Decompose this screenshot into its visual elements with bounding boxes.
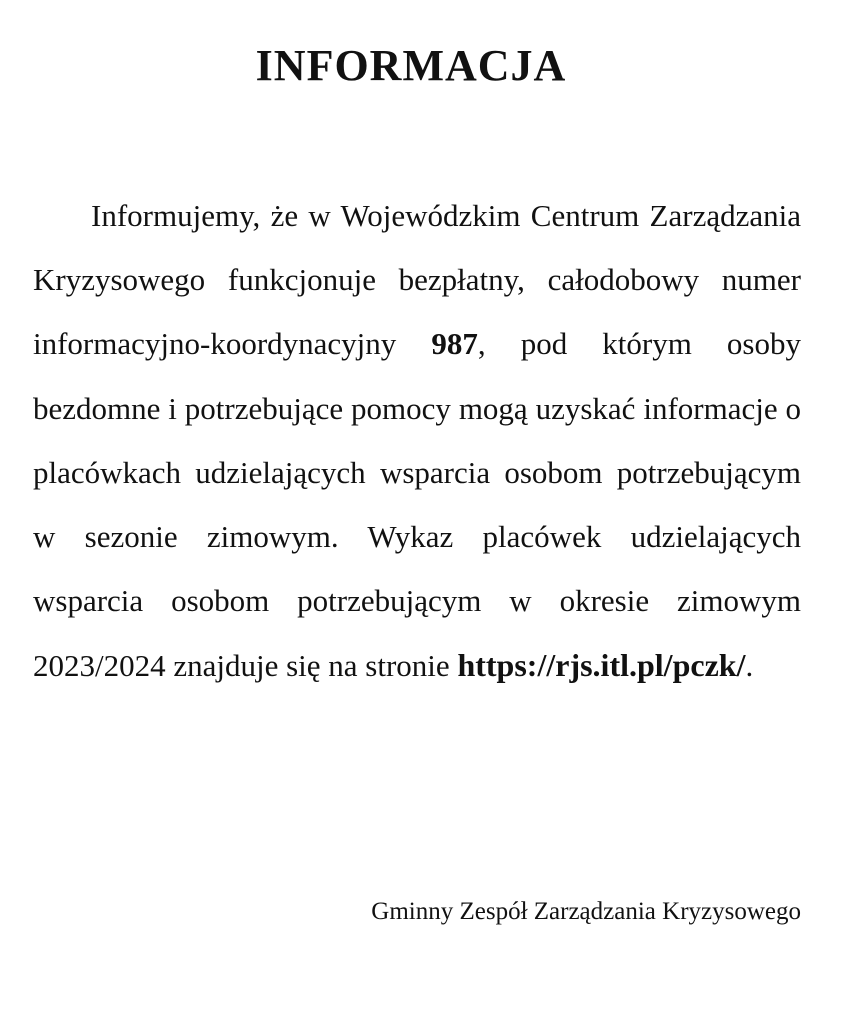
website-link[interactable]: https://rjs.itl.pl/pczk/ (457, 647, 746, 684)
page-title: INFORMACJA (255, 41, 567, 90)
paragraph-middle: , pod którym osoby bezdomne i potrzebujące pomocy mogą uzyskać informacje o placówkach udzielających wsparcia osobom potrzebującym w sezonie zimowym. Wykaz placówek udzielających wsparcia osobom potrzebującym w okresie zimowym 2023/2024 znajduje się na stronie (33, 326, 801, 684)
paragraph-end: . (745, 648, 754, 684)
information-paragraph (33, 184, 801, 699)
emergency-number: 987 (431, 326, 478, 362)
paragraph-intro: Informujemy, że w Wojewódzkim Centrum Zarządzania Kryzysowego funkcjonuje bezpłatny, całodobowy numer informacyjno-koordynacyjny (33, 198, 801, 362)
signature: Gminny Zespół Zarządzania Kryzysowego (371, 898, 801, 925)
